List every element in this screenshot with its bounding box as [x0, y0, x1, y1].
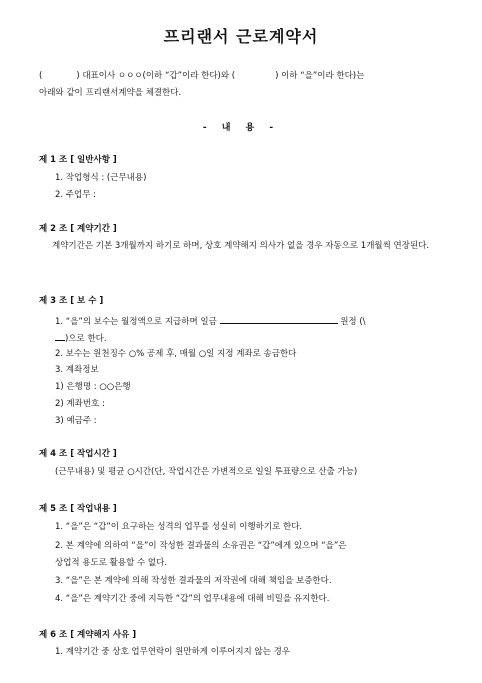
article-3-item-1	[55, 314, 366, 328]
article-4-heading: 제 4 조 [ 작업시간 ]	[39, 449, 117, 459]
intro-line-2: 아래와 같이 프리랜서계약을 체결한다.	[39, 88, 182, 98]
article-3-bank-name: 1) 은행명 : ○○은행	[55, 382, 131, 392]
article-3-account-holder: 3) 예금주 :	[55, 416, 97, 426]
wage-figure-blank	[55, 331, 65, 341]
intro-paragraph	[39, 68, 449, 102]
article-3-item-2: 2. 보수는 원천징수 ○% 공제 후, 매월 ○일 지정 계좌로 송금한다	[55, 349, 297, 359]
intro-part-1: ) 대표이사 ㅇㅇㅇ(이하 “갑”이라 한다)와 (	[76, 71, 236, 81]
intro-part-2: ) 이하 “을”이라 한다)는	[275, 71, 365, 81]
article-3-item-3: 3. 계좌정보	[55, 365, 99, 375]
article-6-heading: 제 6 조 [ 계약해지 사유 ]	[39, 630, 137, 640]
content-heading: - 내 용 -	[202, 123, 280, 133]
wage-amount-blank	[220, 314, 338, 324]
article-5-item-4: 4. “을”은 계약기간 중에 지득한 “갑”의 업무내용에 대해 비밀을 유지한다.	[55, 594, 330, 604]
intro-line-1	[39, 68, 449, 85]
article-5-item-1: 1. “을”은 “갑”이 요구하는 성격의 업무를 성실히 이행하기로 한다.	[55, 522, 303, 532]
article-3-item-1-text: 1. “을”의 보수는 월정액으로 지급하며 일금	[55, 317, 217, 327]
article-5-item-2: 2. 본 계약에 의하여 “을”이 작성한 결과물의 소유권은 “갑”에게 있으며 “을”은	[55, 541, 347, 551]
article-2-paragraph: 계약기간은 기본 3개월까지 하기로 하며, 상호 계약해지 의사가 없을 경우 자동으로 1개월씩 연장된다.	[52, 241, 430, 251]
article-3-item-1-won: 원정 (\	[340, 317, 366, 327]
article-2-heading: 제 2 조 [ 계약기간 ]	[39, 224, 117, 234]
article-4-paragraph: (근무내용) 및 평균 ○시간(단, 작업시간은 가변적으로 일일 투표량으로 산출 가능)	[55, 467, 358, 477]
article-5-item-3: 3. “을”은 본 계약에 의해 작성한 결과물의 저작권에 대해 책임을 보증한다.	[55, 576, 332, 586]
article-5-heading: 제 5 조 [ 작업내용 ]	[39, 504, 117, 514]
article-6-item-1: 1. 계약기간 중 상호 업무연락이 원만하게 이루어지지 않는 경우	[55, 647, 291, 657]
article-1-item-2: 2. 주업무 :	[55, 190, 97, 200]
intro-open-paren: (	[39, 71, 43, 81]
article-3-item-1-cont	[55, 331, 107, 345]
document-title: 프리랜서 근로계약서	[163, 27, 319, 46]
article-1-item-1: 1. 작업형식 : (근무내용)	[55, 173, 147, 183]
article-3-heading: 제 3 조 [ 보 수 ]	[39, 296, 104, 306]
article-3-item-1-end: )으로 한다.	[65, 334, 107, 344]
article-3-account-number: 2) 계좌번호 :	[55, 399, 105, 409]
article-1-heading: 제 1 조 [ 일반사항 ]	[39, 155, 117, 165]
article-5-item-2-cont: 상업적 용도로 활용할 수 없다.	[55, 558, 168, 568]
